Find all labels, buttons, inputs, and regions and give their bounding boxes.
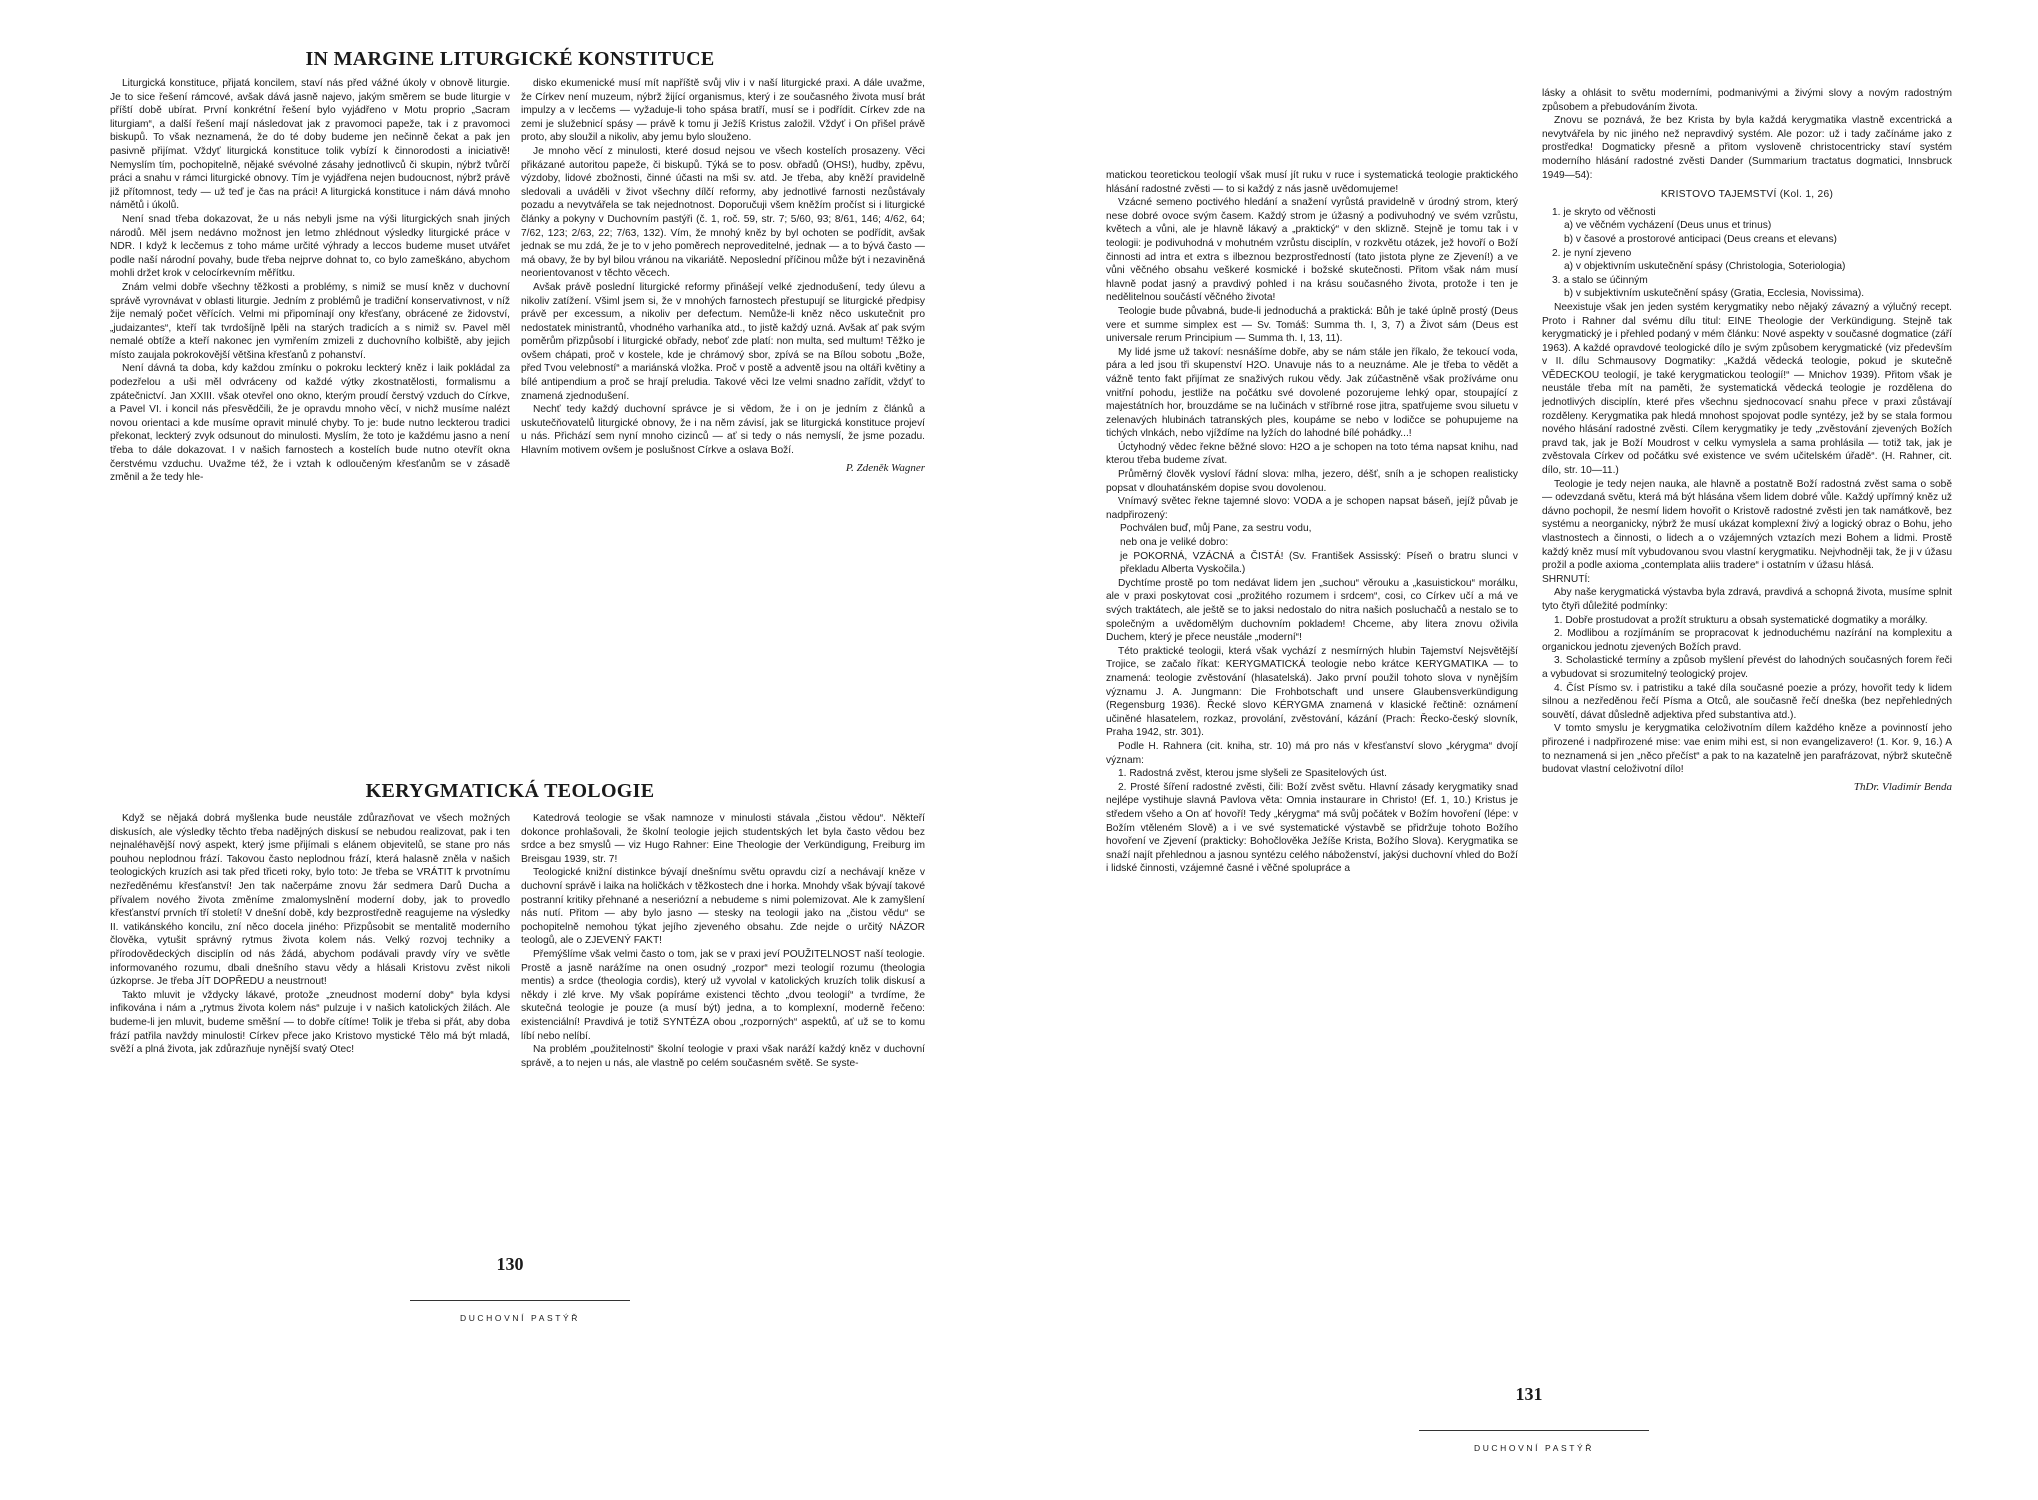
paragraph: Znám velmi dobře všechny těžkosti a problémy, s nimiž se musí kněz v duchovní správě vyrovnávat v oblasti liturgie. Jedním z problémů je tradiční konservativnost, v níž žije nemalý počet věřících. Velmi mi připomínají ony křesťany, obrácené ze židovství, „judaizantes“, kteří tak tvrdošíjně lpěli na starých tradicích a s nimiž sv. Pavel měl nemalé obtíže a kteří nakonec jen vymřením zmizeli z duchovního kolbiště, aby jejich místo zaujala pokrokovější většina křesťanů z pohanství. <box>110 281 510 361</box>
paragraph: Podle H. Rahnera (cit. kniha, str. 10) má pro nás v křesťanství slovo „kérygma“ dvojí význam: <box>1106 740 1518 766</box>
article2-column-1 <box>110 812 510 1232</box>
paragraph: Úctyhodný vědec řekne běžné slovo: H2O a je schopen na toto téma napsat knihu, nad kterou třeba budeme zívat. <box>1106 441 1518 467</box>
paragraph: 3. Scholastické termíny a způsob myšlení převést do lahodných současných forem řeči a vybudovat si srozumitelný teologický projev. <box>1542 655 1952 680</box>
footer-rule <box>1419 1430 1649 1431</box>
section-heading: KRISTOVO TAJEMSTVÍ (Kol. 1, 26) <box>1660 189 1834 201</box>
article-title-kerygmatics: KERYGMATICKÁ TEOLOGIE <box>365 780 655 802</box>
paragraph: Není snad třeba dokazovat, že u nás nebyli jsme na výši liturgických snah jiných národů. Měl jsem nedávno možnost jen letmo zhlédnout výsledky liturgické práce v NDR. I když k lecčemus z toho máme určité výhrady a leccos budeme muset utvářet podle naší národní povahy, bude třeba nejprve dohnat to, co bylo zameškáno, abychom mohli držet krok v celocírkevním měřítku. <box>110 213 510 280</box>
author-signature: ThDr. Vladimír Benda <box>1853 780 1952 793</box>
list-subitem: b) v subjektivním uskutečnění spásy (Gratia, Ecclesia, Novissima). <box>1564 288 1865 300</box>
paragraph: SHRNUTÍ: <box>1542 573 1591 585</box>
paragraph: Teologie je tedy nejen nauka, ale hlavně a postatně Boží radostná zvěst sama o sobě — odevzdaná světu, která má být hlásána všem lidem dobré vůle. Každý upřímný kněz už dávno pochopil, že nesmí lidem hovořit o Kristově radostné zvěsti jen tak namátkově, bez systému a neorganicky, nýbrž že musí ukázat komplexní živý a logický obraz o Bohu, jeho vlastnostech a činnosti, o lidech a o vzájemných vztazích mezi Bohem a lidmi. Prostě každý kněz musí mít vybudovanou svou vlastní kerygmatiku. Nejvhodněji tak, že ji v úžasu prožil a podle axioma „contemplata aliis tradere“ i ostatním v úžasu hlásá. <box>1542 478 1952 572</box>
paragraph: Když se nějaká dobrá myšlenka bude neustále zdůrazňovat ve všech možných diskusích, ale výsledky těchto třeba nadějných diskusí se nebudou realizovat, pak i ten nejnaléhavější nový aspekt, který jsme přijímali s elánem objevitelů, se stane pro nás pouhou neplodnou frází. Takovou často neplodnou frází, která halasně zněla v našich teologických kruzích asi tak před třiceti roky, bylo toto: Je třeba se VRÁTIT k prvotnímu nezředěnému křesťanství! Jen tak načerpáme znovu žár sedmera Darů Ducha a přívalem nového života změníme zmalomyslnění moderní doby, jak to provedlo křesťanství prvních tří století! V dnešní době, kdy bezprostředně reagujeme na výsledky II. vatikánského koncilu, zní něco docela jiného: Přizpůsobit se mentalitě moderního člověka, vytušit správný rytmus života kolem nás. Velký rozvoj techniky a přírodovědeckých disciplín od nás žádá, abychom podávali pravdy víry ve světle informovaného rozumu, dbali dnešního stavu vědy a hlásali Kristovu zvěst nikoli úzkoprse. Je třeba JÍT DOPŘEDU a neustrnout! <box>110 813 510 988</box>
article2-column-2 <box>521 812 925 1232</box>
paragraph: Je mnoho věcí z minulosti, které dosud nejsou ve všech kostelích prosazeny. Věci přikázané autoritou papeže, či biskupů. Týká se to posv. obřadů (OHS!), hudby, zpěvu, výzdoby, lidové zbožnosti, činné účasti na mši sv. atd. Je třeba, aby kněží pravidelně sledovali a uváděli v život všechny dílčí reformy, aby jednotlivé farnosti nezůstávaly pozadu a nevytvářela se tak nejednotnost. Doporučuji všem kněžím pročíst si i liturgické články a pokyny v Duchovním pastýři (č. 1, roč. 59, str. 7; 5/60, 93; 8/61, 146; 4/62, 64; 7/62, 123; 2/63, 22; 7/63, 132). Vím, že mnohý kněz by byl ochoten se podřídit, avšak jednak se mu zdá, že je to v jeho poměrech neproveditelné, jednak — a to bývá často — má obavy, že by byl bilou vránou na vikariátě. Neposlední příčinou může být i nezaviněná neorientovanost v těchto věcech. <box>521 145 925 280</box>
poem-line: je POKORNÁ, VZÁCNÁ a ČISTÁ! (Sv. František Assisský: Píseň o bratru slunci v překladu Alberta Vyskočila.) <box>1120 550 1518 576</box>
paragraph: 1. Radostná zvěst, kterou jsme slyšeli ze Spasitelových úst. <box>1118 768 1387 780</box>
right-page <box>1019 0 2038 1500</box>
running-head: DUCHOVNÍ PASTÝŘ <box>1473 1443 1595 1453</box>
list-subitem: a) ve věčném vycházení (Deus unus et trinus) <box>1564 220 1772 232</box>
page-number: 131 <box>1515 1384 1543 1404</box>
article1-column-2 <box>521 77 925 773</box>
paragraph: V tomto smyslu je kerygmatika celoživotním dílem každého kněze a povinností jeho přirozené i nadpřirozené mise: vae enim mihi est, si non evangelizavero! (1. Kor. 9, 16.) A to neznamená si jen „něco přečíst“ a pak to na kazatelně jen parafrázovat, nýbrž skutečně budovat vlastní celoživotní dílo! <box>1542 723 1952 776</box>
paragraph: 1. Dobře prostudovat a prožít strukturu a obsah systematické dogmatiky a morálky. <box>1554 614 1928 626</box>
paragraph: 4. Číst Písmo sv. i patristiku a také díla současné poezie a prózy, hovořit tedy k lidem silnou a nezředěnou řečí Písma a Otců, ale současně řečí dneška (bez nepřehledných souvětí, dávat důsledně adjektiva před substantiva atd.). <box>1542 682 1952 721</box>
article1-column-1 <box>110 77 510 773</box>
paragraph: disko ekumenické musí mít napříště svůj vliv i v naší liturgické praxi. A dále uvažme, že Církev není muzeum, nýbrž žijící organismus, který i ze současného života musí brát impulzy a v lecčems — vyžaduje-li toho spása bratří, musí se i podřídit. Církev zde na zemi je služebnicí spásy — právě k tomu ji Ježíš Kristus založil. Vždyť i On přišel právě proto, aby sloužil a nikoliv, aby jemu bylo slouženo. <box>521 78 925 144</box>
paragraph: Přemýšlíme však velmi často o tom, jak se v praxi jeví POUŽITELNOST naší teologie. Prostě a jasně narážíme na onen osudný „rozpor“ mezi teologií rozumu (theologia mentis) a srdce (theologia cordis), který už vyvolal v katolických kruzích tolik diskusí a někdy i zlé krve. My však popíráme existenci těchto „dvou teologií“ a tvrdíme, že skutečná teologie je pouze (a musí být) jedna, a to komplexní, moderně řečeno: existenciální! Pravdivá je totiž SYNTÉZA obou „rozporných“ aspektů, ať už se to komu líbí nebo nelíbí. <box>521 948 925 1042</box>
list-item: 3. a stalo se účinným <box>1552 274 1648 286</box>
article-title-liturgy: IN MARGINE LITURGICKÉ KONSTITUCE <box>305 48 715 70</box>
paragraph: Znovu se poznává, že bez Krista by byla každá kerygmatika vlastně excentrická a nevytvářela by nic jiného než nepravdivý systém. Ale pozor: už i tady začínáme jako z prostředka! Dogmaticky přesně a přitom vysloveně christocentricky staví systém moderního hlásání radostné zvěsti Dander (Summarium tractatus dogmatici, Innsbruck 1949—54): <box>1542 115 1952 181</box>
paragraph: Na problém „použitelnosti“ školní teologie v praxi však naráží každý kněz v duchovní správě, a to nejen u nás, ale vlastně po celém současném světě. Se syste- <box>521 1044 925 1069</box>
paragraph: lásky a ohlásit to světu moderními, podmanivými a živými slovy a novým radostným způsobem a přebudováním života. <box>1542 88 1952 113</box>
paragraph: Teologické knižní distinkce bývají dnešnímu světu opravdu cizí a nechávají kněze v duchovní správě i laika na holičkách v těžkostech dne i horka. Mnohdy však bývají takové postranní kritiky přehnané a neseriózní a nebudeme s nimi polemizovat. Ale k zamyšlení nás nutí. Přitom — aby bylo jasno — stesky na teologii jako na „čistou vědu“ se pochopitelně nemohou týkat jejího zjeveného obsahu. Zde nejde o určitý NÁZOR teologů, ale o ZJEVENÝ FAKT! <box>521 867 925 947</box>
paragraph: Teologie bude půvabná, bude-li jednoduchá a praktická: Bůh je také úplně prostý (Deus vere et summe simplex est — Sv. Tomáš: Summa th. I, 3, 7) a Život sám (Deus est universale rerum Principium — Summa th. I, 13, 11). <box>1106 305 1518 345</box>
paragraph: Aby naše kerygmatická výstavba byla zdravá, pravdivá a schopná života, musíme splnit tyto čtyři důležité podmínky: <box>1542 587 1952 612</box>
poem-line: Pochválen buď, můj Pane, za sestru vodu, <box>1120 523 1312 535</box>
paragraph: Průměrný člověk vysloví řádní slova: mlha, jezero, déšť, sníh a je schopen realisticky popsat v dlouhatánském dopise svou dovolenou. <box>1106 469 1518 494</box>
paragraph: matickou teoretickou teologií však musí jít ruku v ruce i systematická teologie praktického hlásání radostné zvěsti — to si každý z nás jasně uvědomujeme! <box>1106 170 1518 195</box>
page-number: 130 <box>496 1254 524 1274</box>
paragraph: Liturgická konstituce, přijatá koncilem, staví nás před vážné úkoly v obnově liturgie. Je to sice řešení rámcové, avšak dává jasně najevo, jakým směrem se bude liturgie v příští době ubírat. První konkrétní řešení bylo vyjádřeno v Motu proprio „Sacram liturgiam“, a další řešení mají následovat jak z pravomoci papeže, tak i z pravomoci biskupů. To však neznamená, že do té doby budeme jen nečinně čekat a pak jen pasivně přijímat. Vždyť liturgická konstituce tolik vybízí k činnorodosti a iniciativě! Nemyslím tím, pochopitelně, nějaké svévolné zásahy jednotlivců či skupin, nýbrž tvůrčí práci a snahu v rámci liturgické obnovy. Tím je vyjádřena nejen budoucnost, nýbrž právě již přítomnost, tedy — už teď je čas na práci! A liturgická konstituce i nám dává mnoho námětů i úkolů. <box>110 78 510 212</box>
paragraph: Vzácné semeno poctivého hledání a snažení vyrůstá pravidelně v úrodný strom, který nese dobré ovoce svým časem. Každý strom je úžasný a podivuhodný ve svém vzrůstu, květech a vůni, ale je hlavně lákavý a „praktický“ v den sklizně. Stejně je tomu tak i v teologii: je podivuhodná v mohutném vzrůstu disciplín, v rozkvětu otázek, jež hovoří o Boží činnosti ad intra et extra s ilbeznou bezprostředností (tato jistota plyne ze Zjevení!) a ve vůni věčného obsahu veškeré kosmické i božské skutečnosti. Přitom však nám musí hlavně podat jasný a pravdivý pohled i na krásu současného života, protože i ten je nedělitelnou součástí věčného života! <box>1106 197 1518 304</box>
right-column-2 <box>1542 87 1952 1169</box>
paragraph: Vnímavý světec řekne tajemné slovo: VODA a je schopen napsat báseň, jejíž půvab je nadpřirozený: <box>1106 496 1518 521</box>
paragraph: Takto mluvit je vždycky lákavé, protože „zneudnost moderní doby“ byla kdysi infikována i nám a „rytmus života kolem nás“ pulzuje i v našich katolických žilách. Ale budeme-li jen mluvit, budeme směšní — to dobře cítíme! Tolik je třeba si přát, aby doba frází patřila navždy minulosti! Církev přece jako Kristovo mystické Tělo má být mladá, svěží a plná života, jak zdůrazňuje nynější svatý Otec! <box>110 989 510 1056</box>
list-subitem: a) v objektivním uskutečnění spásy (Christologia, Soteriologia) <box>1564 261 1846 273</box>
running-head: DUCHOVNÍ PASTÝŘ <box>459 1313 581 1323</box>
paragraph: Dychtíme prostě po tom nedávat lidem jen „suchou“ věrouku a „kasuistickou“ morálku, ale v praxi poskytovat cosi „prožitého rozumem i srdcem“, cosi, co Církev učí a má ve svých traktátech, ale ještě se to jaksi nedostalo do nitra našich posluchačů a nestalo se to společným a uvědomělým duchovním pokladem! Chceme, aby litera znovu oživila Duchem, který je přece neustále „moderní“! <box>1106 577 1518 644</box>
list-subitem: b) v časové a prostorové anticipaci (Deus creans et elevans) <box>1564 233 1837 245</box>
list-item: 2. je nyní zjeveno <box>1552 247 1632 259</box>
paragraph: Katedrová teologie se však namnoze v minulosti stávala „čistou vědou“. Někteří dokonce prohlašovali, že školní teologie jejich studentských let byla často vědou bez srdce a bez smyslů — viz Hugo Rahner: Eine Theologie der Verkündigung, Freiburg im Breisgau 1939, str. 7! <box>521 813 925 865</box>
paragraph: Této praktické teologii, která však vychází z nesmírných hlubin Tajemství Nejsvětější Trojice, se začalo říkat: KERYGMATICKÁ teologie nebo krátce KERYGMATIKA — to znamená: teologie zvěstování (hlasatelská). Jako první použil tohoto slova v nynějším významu J. A. Jungmann: Die Frohbotschaft und unsere Glaubensverkündigung (Regensburg 1936). Řecké slovo KÉRYGMA znamená v klasické řečtině: oznámení učiněné hlasatelem, rozkaz, provolání, zvěstování, kázání (Prach: Řecko-český slovník, Praha 1942, str. 301). <box>1106 645 1518 739</box>
paragraph: Není dávná ta doba, kdy každou zmínku o pokroku leckterý kněz i laik pokládal za podezřelou a uši měl odvráceny od každé výtky zkostnatělosti, formalismu a zpátečnictví. Jan XXIII. však otevřel ono okno, kterým proudí čerstvý vzduch do Církve, a Pavel VI. i koncil nás přesvědčili, že je opravdu mnoho věcí, v nichž musíme nalézt novou orientaci a kde musíme opravit minulé chyby. To je: bude nutno leckterou tradici překonat, leckterý zvyk odsunout do minulosti. Myslím, že toto je každému jasno a není třeba to dále dokazovat. I v našich farnostech a kostelích bude nutno otevřít okna čerstvému vzduchu. Uvažme též, že i vztah k odloučeným křesťanům se v zásadě změnil a že tedy hle- <box>110 363 510 484</box>
author-signature: P. Zdeněk Wagner <box>845 461 925 474</box>
paragraph: 2. Modlibou a rozjímáním se propracovat k jednoduchému nazírání na komplexitu a organickou jednotu zjevených Božích pravd. <box>1542 628 1952 653</box>
list-item: 1. je skryto od věčnosti <box>1552 206 1656 218</box>
paragraph: Avšak právě poslední liturgické reformy přinášejí velké zjednodušení, tedy úlevu a nikoliv zatížení. Všiml jsem si, že v mnohých farnostech přestupují se liturgické předpisy právě per excessum, a nikoliv per defectum. Nemůže-li kněz něco uskutečnit pro nedostatek ministrantů, vhodného varhaníka atd., to jistě každý uzná. Avšak ať pak svým poměrům přizpůsobí i liturgické obřady, neboť zde platí: non multa, sed multum! Těžko je ovšem chápati, proč v kostele, kde je chrámový sbor, zpívá se na Bílou sobotu „Bože, před Tvou velebností“ a mariánská vložka. Proč v postě a adventě jsou na oltáři květiny a bílé antipendium a proč se hrají preludia. Takové věci lze velmi snadno zařídit, vždyť to znamená zjednodušení. <box>521 281 925 402</box>
paragraph: Nechť tedy každý duchovní správce je si vědom, že i on je jedním z článků a uskutečňovatelů liturgické obnovy, že i na něm závisí, jak se liturgická konstituce projeví u nás. Přichází sem nyní mnoho cizinců — ať si tedy o nás nemyslí, že jsme pozadu. Hlavním motivem ovšem je poslušnost Církve a oslava Boží. <box>521 404 925 457</box>
paragraph: Neexistuje však jen jeden systém kerygmatiky nebo nějaký závazný a výlučný recept. Proto i Rahner dal svému dílu titul: EINE Theologie der Verkündigung. Stejně tak kerygmatický je i přehled podaný v mém článku: Nové aspekty v současné dogmatice (září 1963). A každé opravdové teologické dílo je svým způsobem kerygmatické (viz především v II. dílu Schmausovy Dogmatiky: „Každá vědecká teologie, pokud je skutečně VĚDECKOU teologií, je také kerygmatickou teologií!“ — Mnichov 1939). Přitom však je neustále třeba mít na paměti, že systematická vědecká teologie je rozdělena do jednotlivých disciplín, které přes všechnu sjednocovací snahu přece v praxi zůstávají rozděleny. Kerygmatika pak hledá mnohost spojovat podle syntézy, jež by se stala formou nového hlásání radostné zvěsti. Cílem kerygmatiky je tedy „zvěstování zjevených Božích pravd tak, jak je Boží Moudrost v celku vymyslela a sama prohlásila — totiž tak, jak je zvěstovala Církev od počátku své existence ve svém učitelském úřadě“. (H. Rahner, cit. dílo, str. 10—11.) <box>1542 301 1952 477</box>
poem-line: neb ona je veliké dobro: <box>1120 537 1229 549</box>
right-column-1 <box>1106 169 1518 1169</box>
footer-rule <box>410 1300 630 1301</box>
paragraph: My lidé jsme už takoví: nesnášíme dobře, aby se nám stále jen říkalo, že tekoucí voda, pára a led jsou tři skupenství H2O. Unavuje nás to a neuznáme. Ale je třeba to vědět a vážně tento fakt přijímat ze snaživých rukou vědy. Jak zúčastněně však prožíváme onu vnitřní pohodu, jestliže na počátku své dovolené pozorujeme lehký opar, stoupající z majestátních hor, brouzdáme se na lučinách v stříbrné rose jitra, spatřujeme svou siluetu v zelenavých hlubinách tatranských ples, koupáme se nebo v lodičce se pohupujeme na tichých vlnkách, nebo vjíždíme na lyžích do lahodné bílé pohádky...! <box>1106 346 1518 440</box>
paragraph: 2. Prosté šíření radostné zvěsti, čili: Boží zvěst světu. Hlavní zásady kerygmatiky snad nejlépe vystihuje slavná Pavlova věta: Omnia instaurare in Christo! (Ef. 1, 10.) Kristus je středem všeho a On ať hovoří! Tedy „kérygma“ má svůj počátek v Božím hovoření (lépe: v Božím vtěleném Slově) a i ve své systematické výstavbě se přidržuje tohoto Božího hovoření ve Zjevení (prakticky: Bohočlověka Ježíše Krista, Božího Slova). Kerygmatika se snaží najít přehlednou a jasnou syntézu celého náboženství, jakýsi duchovní vhled do Boží i lidské činnosti, vzájemné časné i věčné spolupráce a <box>1106 781 1518 875</box>
